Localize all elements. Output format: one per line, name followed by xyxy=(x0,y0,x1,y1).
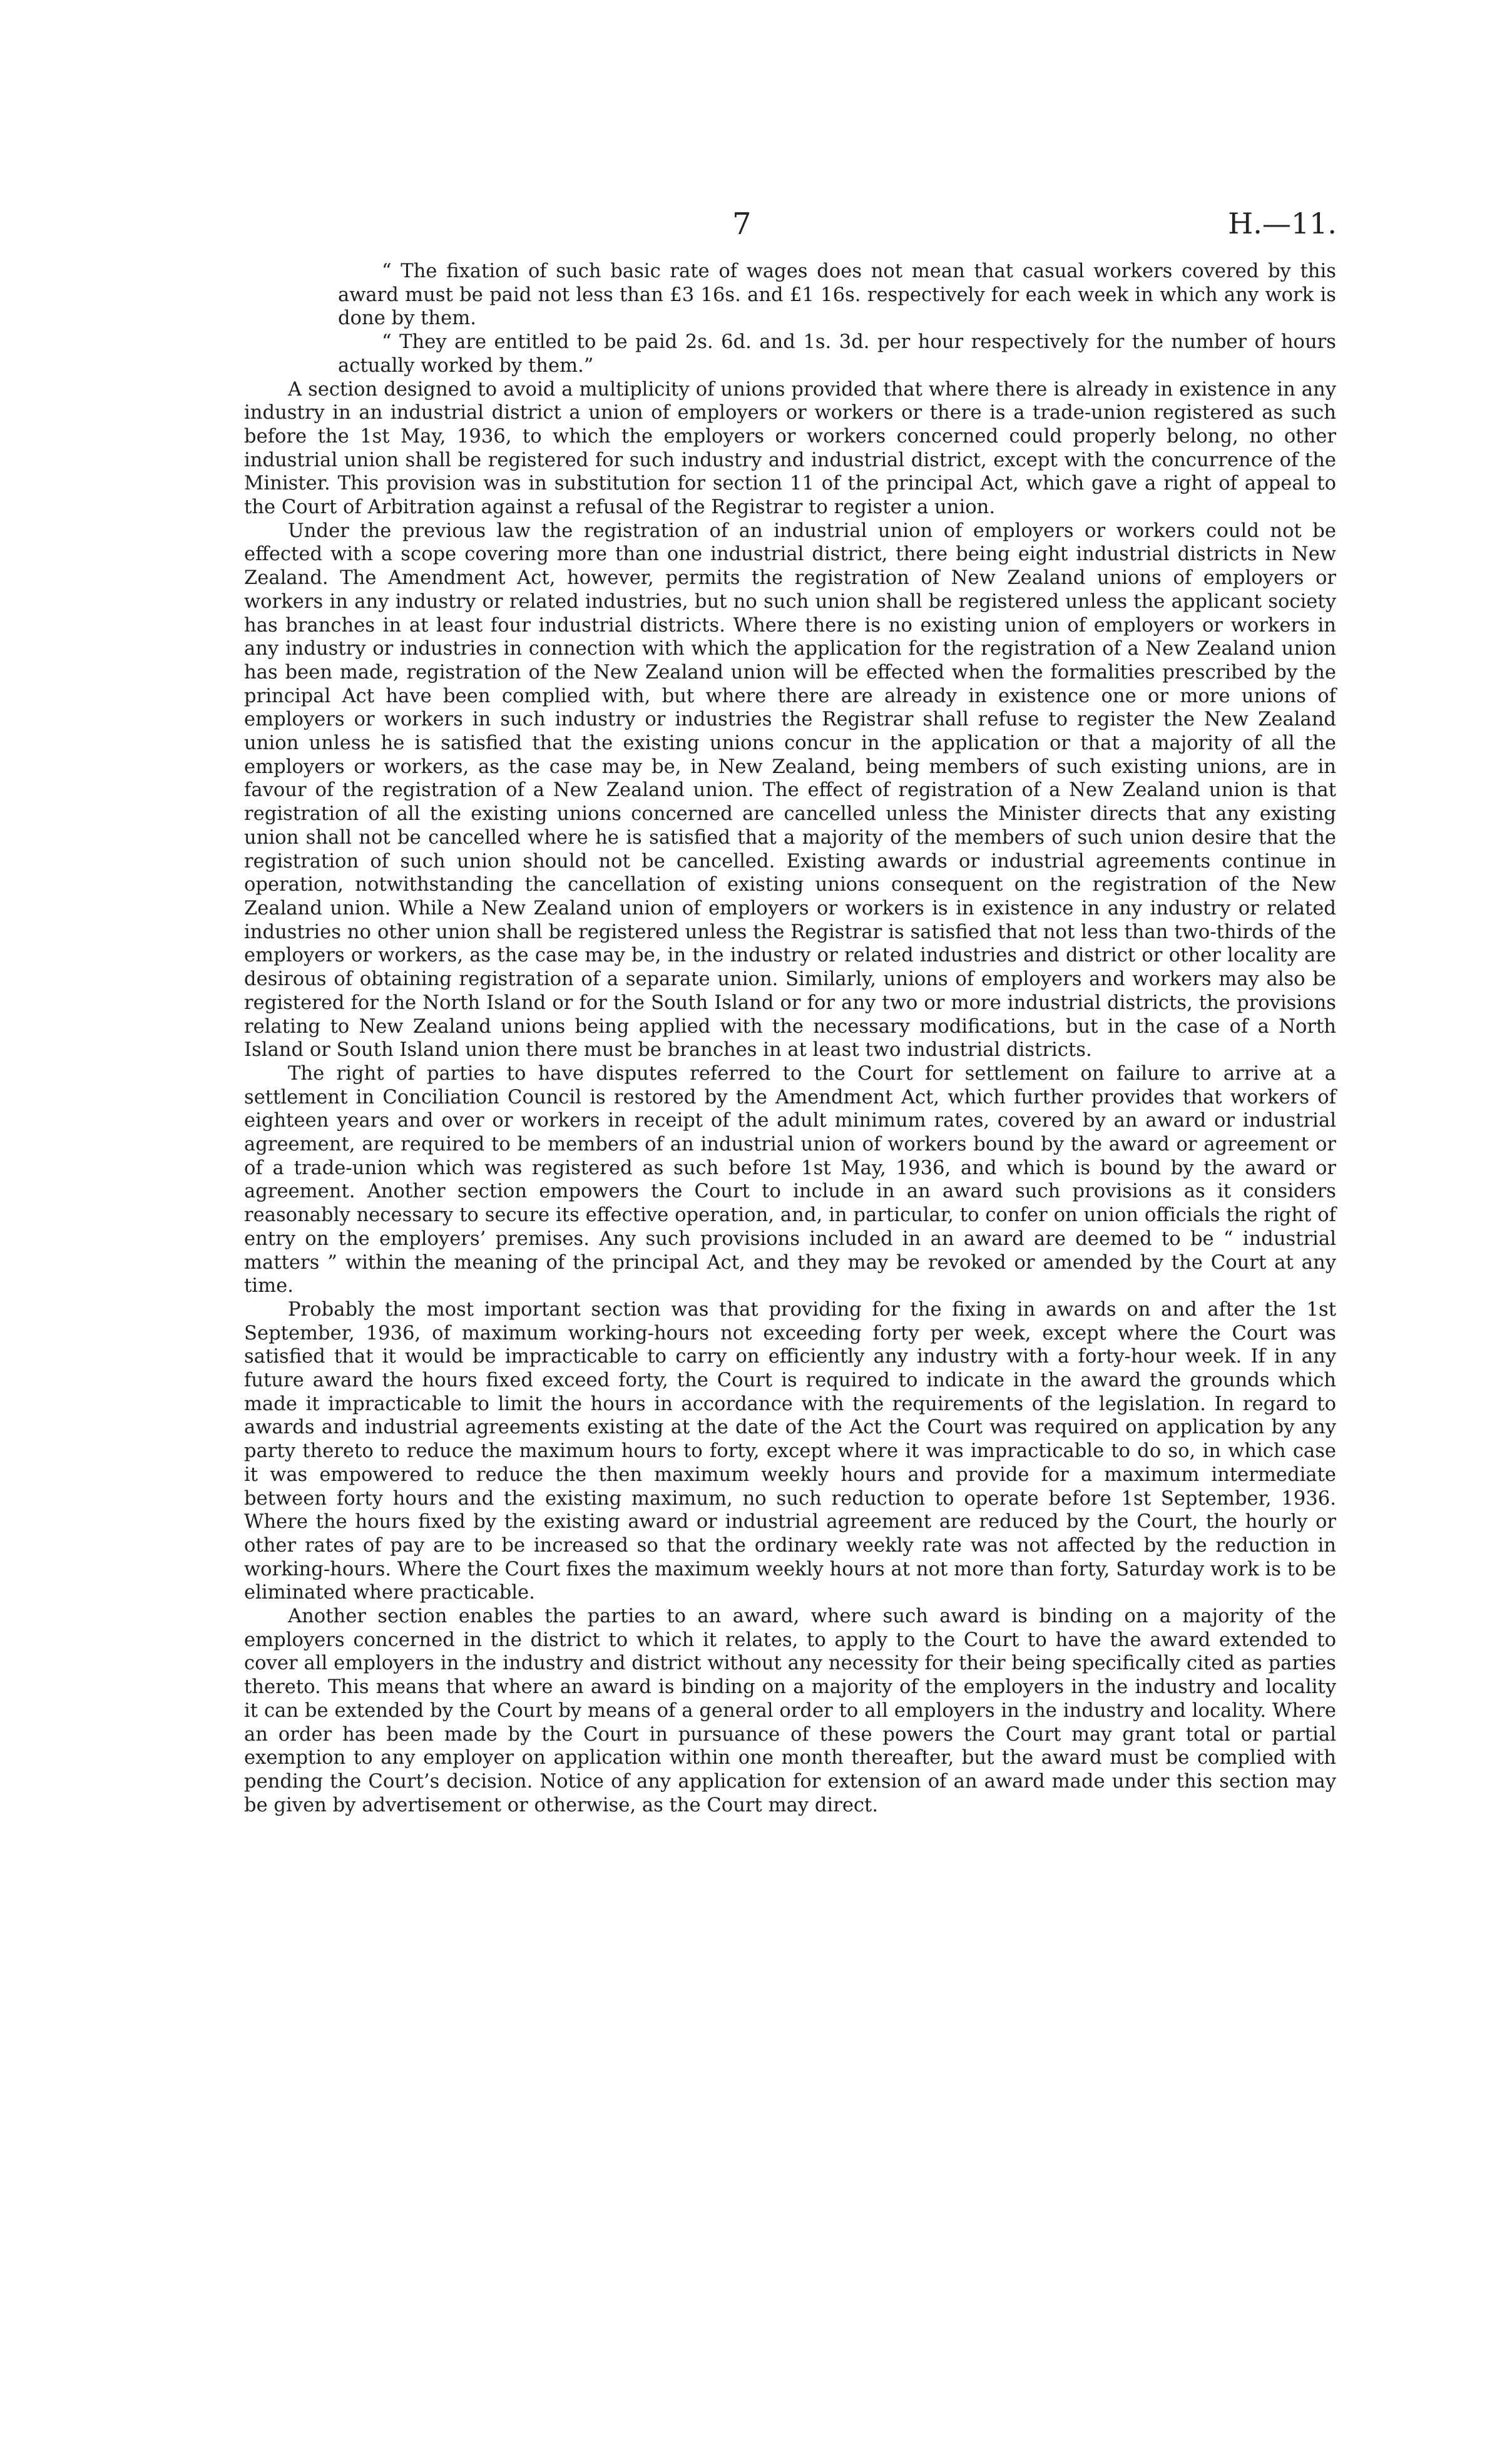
page-number: 7 xyxy=(732,207,752,242)
paragraph-award-extension: Another section enables the parties to an award, where such award is binding on a majority of the employers concerned in the district to which it relates, to apply to the Court to have the award extended to cover all employers in the industry and district without any necessity for their being specifically cited as parties thereto. This means that where an award is binding on a majority of the employers in the industry and locality it can be extended by the Court by means of a general order to all employers in the industry and locality. Where an order has been made by the Court in pursuance of these powers the Court may grant total or partial exemption to any employer on application within one month thereafter, but the award must be complied with pending the Court’s decision. Notice of any application for extension of an award made under this section may be given by advertisement or otherwise, as the Court may direct. xyxy=(244,1605,1336,1816)
paragraph-union-multiplicity: A section designed to avoid a multiplicity of unions provided that where there is already in existence in any industry in an industrial district a union of employers or workers or there is a trade-union registered as such before the 1st May, 1936, to which the employers or workers concerned could properly belong, no other industrial union shall be registered for such industry and industrial district, except with the concurrence of the Minister. This provision was in substitution for section 11 of the principal Act, which gave a right of appeal to the Court of Arbitration against a refusal of the Registrar to register a union. xyxy=(244,378,1336,519)
document-body xyxy=(244,260,1336,1817)
quoted-passage-2 xyxy=(244,330,1336,377)
paragraph-forty-hour-week: Probably the most important section was that providing for the fixing in awards on and after the 1st September, 1936, of maximum working-hours not exceeding forty per week, except where the Court was satisfied that it would be impracticable to carry on efficiently any industry with a forty-hour week. If in any future award the hours fixed exceed forty, the Court is required to indicate in the award the grounds which made it impracticable to limit the hours in accordance with the requirements of the legislation. In regard to awards and industrial agreements existing at the date of the Act the Court was required on application by any party thereto to reduce the maximum hours to forty, except where it was impracticable to do so, in which case it was empowered to reduce the then maximum weekly hours and provide for a maximum intermediate between forty hours and the existing maximum, no such reduction to operate before 1st September, 1936. Where the hours fixed by the existing award or industrial agreement are reduced by the Court, the hourly or other rates of pay are to be increased so that the ordinary weekly rate was not affected by the reduction in working-hours. Where the Court fixes the maximum weekly hours at not more than forty, Saturday work is to be eliminated where practicable. xyxy=(244,1298,1336,1604)
quote-text: “ The fixation of such basic rate of wages does not mean that casual workers covered by this award must be paid not less than £3 16s. and £1 16s. respectively for each week in which any work is done by them. xyxy=(338,260,1336,330)
paragraph-conciliation-disputes: The right of parties to have disputes referred to the Court for settlement on failure to arrive at a settlement in Conciliation Council is restored by the Amendment Act, which further provides that workers of eighteen years and over or workers in receipt of the adult minimum rates, covered by an award or industrial agreement, are required to be members of an industrial union of workers bound by the award or agreement or of a trade-union which was registered as such before 1st May, 1936, and which is bound by the award or agreement. Another section empowers the Court to include in an award such provisions as it considers reasonably necessary to secure its effective operation, and, in particular, to confer on union officials the right of entry on the employers’ premises. Any such provisions included in an award are deemed to be “ industrial matters ” within the meaning of the principal Act, and they may be revoked or amended by the Court at any time. xyxy=(244,1062,1336,1297)
quote-text: “ They are entitled to be paid 2s. 6d. and 1s. 3d. per hour respectively for the number of hours actually worked by them.” xyxy=(338,331,1336,377)
page-header xyxy=(0,207,1512,250)
paragraph-new-zealand-unions: Under the previous law the registration of an industrial union of employers or workers could not be effected with a scope covering more than one industrial district, there being eight industrial districts in New Zealand. The Amendment Act, however, permits the registration of New Zealand unions of employers or workers in any industry or related industries, but no such union shall be registered unless the applicant society has branches in at least four industrial districts. Where there is no existing union of employers or workers in any industry or industries in connection with which the application for the registration of a New Zealand union has been made, registration of the New Zealand union will be effected when the formalities prescribed by the principal Act have been complied with, but where there are already in existence one or more unions of employers or workers in such industry or industries the Registrar shall refuse to register the New Zealand union unless he is satisfied that the existing unions concur in the application or that a majority of all the employers or workers, as the case may be, in New Zealand, being members of such existing unions, are in favour of the registration of a New Zealand union. The effect of registration of a New Zealand union is that registration of all the existing unions concerned are cancelled unless the Minister directs that any existing union shall not be cancelled where he is satisfied that a majority of the members of such union desire that the registration of such union should not be cancelled. Existing awards or industrial agreements continue in operation, notwithstanding the cancellation of existing unions consequent on the registration of the New Zealand union. While a New Zealand union of employers or workers is in existence in any industry or related industries no other union shall be registered unless the Registrar is satisfied that not less than two-thirds of the employers or workers, as the case may be, in the industry or related industries and district or other locality are desirous of obtaining registration of a separate union. Similarly, unions of employers and workers may also be registered for the North Island or for the South Island or for any two or more industrial districts, the provisions relating to New Zealand unions being applied with the necessary modifications, but in the case of a North Island or South Island union there must be branches in at least two industrial districts. xyxy=(244,519,1336,1062)
quoted-passage-1 xyxy=(244,260,1336,330)
document-reference: H.—11. xyxy=(1228,207,1337,240)
